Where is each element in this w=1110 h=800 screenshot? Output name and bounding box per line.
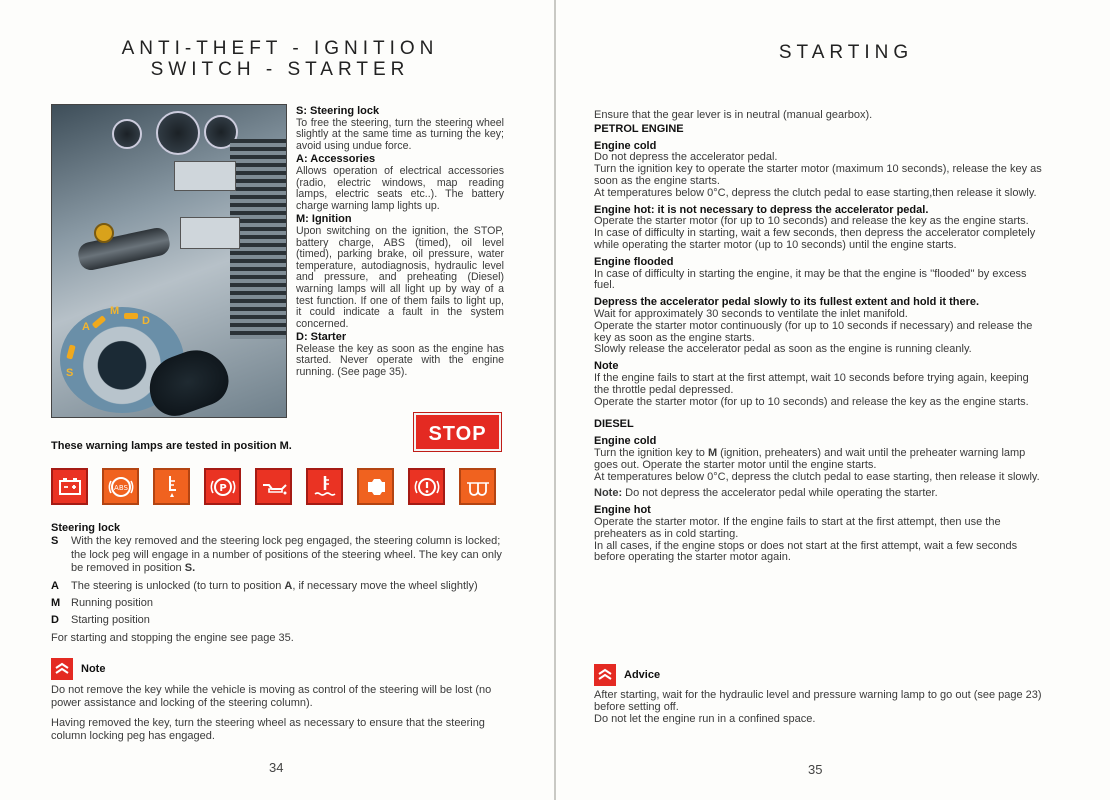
oil-pressure-icon [255,468,292,505]
fuel-gauge [112,119,142,149]
advice-title: Advice [624,669,661,681]
steering-lock-section [51,522,503,645]
battery-icon [51,468,88,505]
diesel-cold-1b: M [707,446,718,459]
diesel-cold-1 [594,448,1046,472]
see-page-text: For starting and stopping the engine see page 35. [51,631,294,644]
position-s-letter: S [66,367,74,379]
parking-brake-icon [204,468,241,505]
stop-lamp: STOP [414,413,501,451]
page-heading-left [90,38,470,80]
speedometer-gauge [156,111,200,155]
warning-lamps-row [51,468,496,505]
diesel-heading: DIESEL [594,418,634,431]
petrol-cold-3: At temperatures below 0°C, depress the clutch pedal to ease starting,then release it slowly. [594,186,1037,199]
diesel-hot-1: Operate the starter motor. If the engine fails to start at the first attempt, then use the preheaters as in cold starting. [594,515,1001,540]
abs-icon [102,468,139,505]
position-a-letter: A [82,321,90,333]
starting-instructions [594,110,1046,564]
position-key: M [51,597,61,610]
position-text [71,580,503,593]
position-m-text: Running position [71,597,153,610]
position-key: A [51,579,59,592]
diesel-note-text: Do not depress the accelerator pedal while operating the starter. [622,487,938,500]
position-a-text: The steering is unlocked (to turn to position [71,579,285,592]
note-paragraph-1: Do not remove the key while the vehicle is moving as control of the steering will be lost (no power assistance and locking of the steering column). [51,684,492,710]
ignition-keyhole [94,223,114,243]
position-text [71,535,503,575]
position-s-text: With the key removed and the steering lock peg engaged, the steering column is locked; the lock peg will engage in a number of positions of the steering wheel. The key can only be removed in position [71,535,502,575]
side-heading-m: M: Ignition [296,213,352,226]
heading-line-2: SWITCH - STARTER [150,59,410,80]
position-m-row [51,597,503,610]
switch-positions-description [296,104,504,379]
heading-line-1: ANTI-THEFT - IGNITION [121,38,439,59]
diesel-cold-2: At temperatures below 0°C, depress the clutch pedal to ease starting, then release it slowly. [594,470,1040,483]
arrow-segment [124,313,138,319]
diesel-note-bold: Note: [594,487,623,500]
petrol-hot-2: In case of difficulty in starting, wait a few seconds, then depress the accelerator completely while operating the starter motor (up to 10 seconds) until the engine starts. [594,227,1036,251]
note-paragraph-2: Having removed the key, turn the steering wheel as necessary to ensure that the steering column locking peg has engaged. [51,716,485,743]
autodiagnosis-icon [357,468,394,505]
side-text-a: Allows operation of electrical accessories (radio, electric windows, map reading lamps, electric seats etc..). The battery charge warning lamp lights up. [296,164,504,212]
petrol-hot-1: Operate the starter motor (for up to 10 seconds) and release the key as the engine starts. [594,215,1029,228]
note-right-1: If the engine fails to start at the first attempt, wait 10 seconds before trying again, keeping the throttle pedal depressed. [594,371,1029,396]
diesel-note [594,488,1046,500]
position-a-bold: A [284,579,293,592]
diesel-cold-heading: Engine cold [594,435,657,448]
steering-lock-title: Steering lock [51,522,121,534]
diesel-cold-1a: Turn the ignition key to [594,446,708,459]
page-number-left: 34 [269,760,284,775]
position-a-row [51,580,503,593]
flooded-1: In case of difficulty in starting the engine, it may be that the engine is ''flooded'' by excess fuel. [594,267,1027,292]
page-number-right: 35 [808,762,823,777]
diesel-hot-heading: Engine hot [594,504,651,517]
flooded-3: Operate the starter motor continuously (for up to 10 seconds if necessary) and release the key as soon as the engine starts. [594,319,1033,344]
position-d-row [51,614,503,627]
advice-body [594,690,1046,725]
position-key: D [51,614,59,627]
switch-panel-upper [174,161,236,191]
note-right-2: Operate the starter motor (for up to 10 seconds) and release the key as the engine starts. [594,395,1029,408]
citroen-logo-icon [51,658,73,680]
side-text-m: Upon switching on the ignition, the STOP, battery charge, ABS (timed), oil level (timed), parking brake, oil pressure, water temperature, autodiagnosis, hydraulic level and pressure, and preheating (Diesel) warning lamps will all light up by way of a test function. If one of them fails to light up, it could indicate a fault in the system concerned. [296,224,504,330]
note-heading-right: Note [594,360,619,373]
flooded-2: Wait for approximately 30 seconds to ventilate the inlet manifold. [594,307,908,320]
warning-lamps-caption: These warning lamps are tested in position M. [51,440,292,452]
note-heading [51,658,105,680]
petrol-cold-heading: Engine cold [594,139,657,152]
flooded-heading: Engine flooded [594,255,674,268]
side-text-d: Release the key as soon as the engine has started. Never operate with the engine running. (See page 35). [296,342,504,379]
petrol-cold-2: Turn the ignition key to operate the starter motor (maximum 10 seconds), release the key as soon as the engine starts. [594,163,1042,187]
note-title: Note [81,663,106,675]
svg-text:P: P [218,482,227,494]
advice-heading [594,664,660,686]
flooded-4: Slowly release the accelerator pedal as soon as the engine is running cleanly. [594,343,972,356]
oil-level-icon [153,468,190,505]
diesel-hot-2: In all cases, if the engine stops or does not start at the first attempt, wait a few seconds before operating the starter motor again. [594,539,1018,564]
intro-text: Ensure that the gear lever is in neutral (manual gearbox). [594,109,873,121]
side-heading-d: D: Starter [296,331,347,344]
flooded-heading-2: Depress the accelerator pedal slowly to its fullest extent and hold it there. [594,296,980,309]
svg-text:ABS: ABS [113,483,128,492]
hydraulic-level-icon [408,468,445,505]
petrol-cold-1: Do not depress the accelerator pedal. [594,151,778,164]
advice-1: After starting, wait for the hydraulic level and pressure warning lamp to go out (see page 23) before setting off. [594,689,1042,713]
position-s-row [51,535,503,575]
petrol-hot-heading: Engine hot: it is not necessary to depress the accelerator pedal. [594,203,929,216]
petrol-heading: PETROL ENGINE [594,122,684,135]
side-heading-s: S: Steering lock [296,105,380,117]
position-s-bold: S. [184,562,196,575]
side-text-s: To free the steering, turn the steering wheel slightly at the same time as turning the key; avoid using undue force. [296,116,504,152]
switch-panel-lower [180,217,240,249]
advice-2: Do not let the engine run in a confined space. [594,712,816,725]
ignition-illustration [51,104,287,418]
position-m-letter: M [110,305,120,317]
water-temperature-icon [306,468,343,505]
preheating-icon [459,468,496,505]
side-heading-a: A: Accessories [296,153,376,166]
right-page [556,0,1110,800]
position-key: S [51,535,59,548]
citroen-logo-icon [594,664,616,686]
page-heading-right: STARTING [778,42,914,63]
position-a-tail: , if necessary move the wheel slightly) [292,579,478,592]
note-body [51,684,503,744]
position-d-text: Starting position [71,614,150,627]
position-d-letter: D [142,315,150,327]
diesel-cold-1c: (ignition, preheaters) and wait until the preheater warning lamp goes out. Operate the starter motor until the engine starts. [594,446,1026,471]
